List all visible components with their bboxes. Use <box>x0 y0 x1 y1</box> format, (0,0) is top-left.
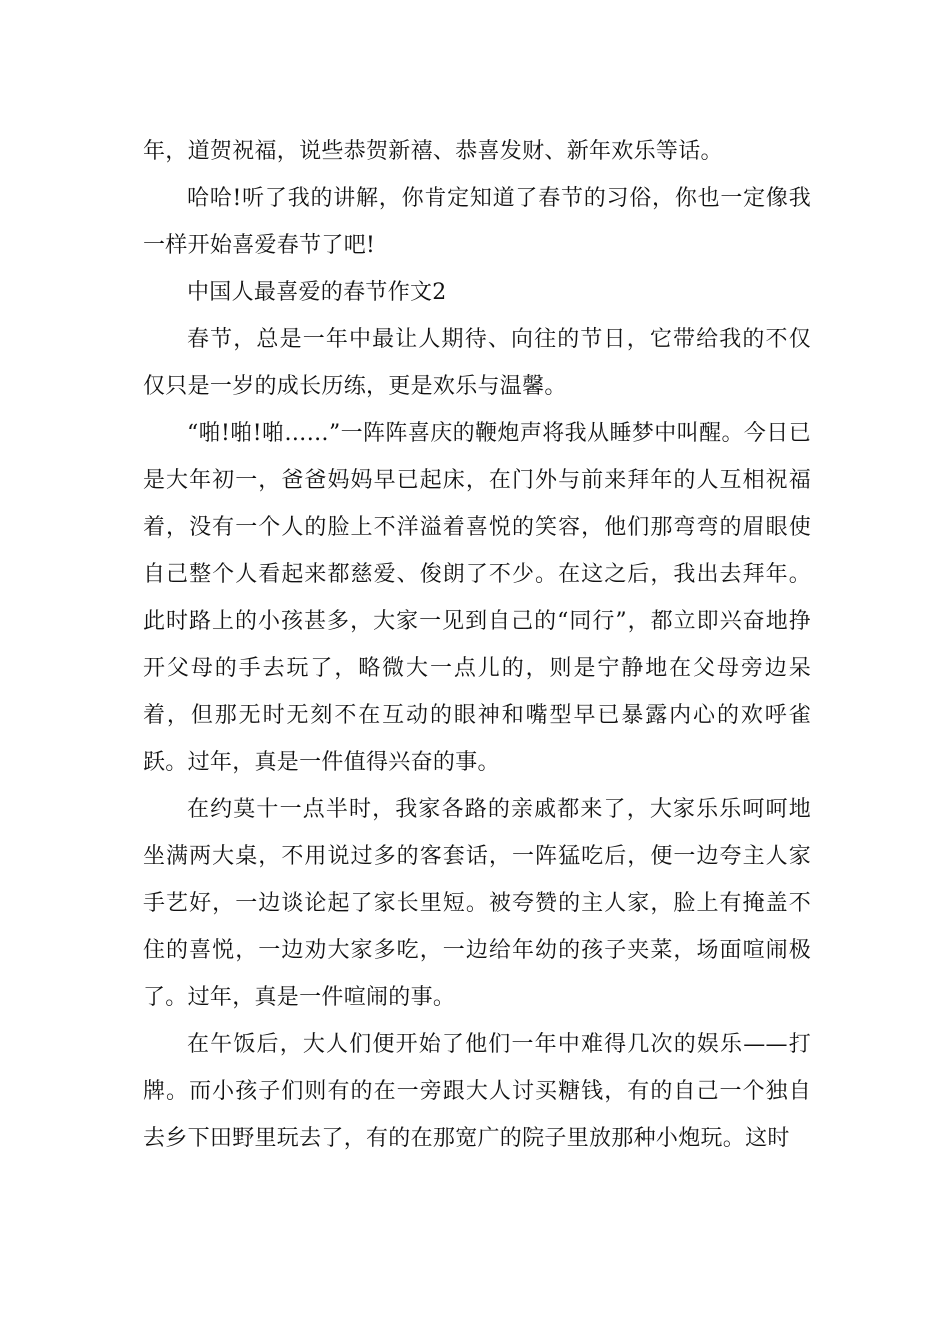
paragraph-3: 春节，总是一年中最让人期待、向往的节日，它带给我的不仅仅只是一岁的成长历练，更是欢乐与温馨。 <box>143 327 811 399</box>
document-body <box>143 128 811 1162</box>
paragraph-1: 年，道贺祝福，说些恭贺新禧、恭喜发财、新年欢乐等话。 <box>143 139 723 164</box>
paragraph-2: 哈哈!听了我的讲解，你肯定知道了春节的习俗，你也一定像我一样开始喜爱春节了吧! <box>143 186 811 258</box>
essay-heading: 中国人最喜爱的春节作文2 <box>187 280 447 305</box>
paragraph-6: 在午饭后，大人们便开始了他们一年中难得几次的娱乐——打牌。而小孩子们则有的在一旁跟大人讨买糖钱，有的自己一个独自去乡下田野里玩去了，有的在那宽广的院子里放那种小炮玩。这时 <box>143 1032 811 1151</box>
paragraph-4: “啪!啪!啪……”一阵阵喜庆的鞭炮声将我从睡梦中叫醒。今日已是大年初一，爸爸妈妈早已起床，在门外与前来拜年的人互相祝福着，没有一个人的脸上不洋溢着喜悦的笑容，他们那弯弯的眉眼使自己整个人看起来都慈爱、俊朗了不少。在这之后，我出去拜年。此时路上的小孩甚多，大家一见到自己的“同行”，都立即兴奋地挣开父母的手去玩了，略微大一点儿的，则是宁静地在父母旁边呆着，但那无时无刻不在互动的眼神和嘴型早已暴露内心的欢呼雀跃。过年，真是一件值得兴奋的事。 <box>143 421 811 775</box>
paragraph-5: 在约莫十一点半时，我家各路的亲戚都来了，大家乐乐呵呵地坐满两大桌，不用说过多的客套话，一阵猛吃后，便一边夸主人家手艺好，一边谈论起了家长里短。被夸赞的主人家，脸上有掩盖不住的喜悦，一边劝大家多吃，一边给年幼的孩子夹菜，场面喧闹极了。过年，真是一件喧闹的事。 <box>143 797 811 1010</box>
